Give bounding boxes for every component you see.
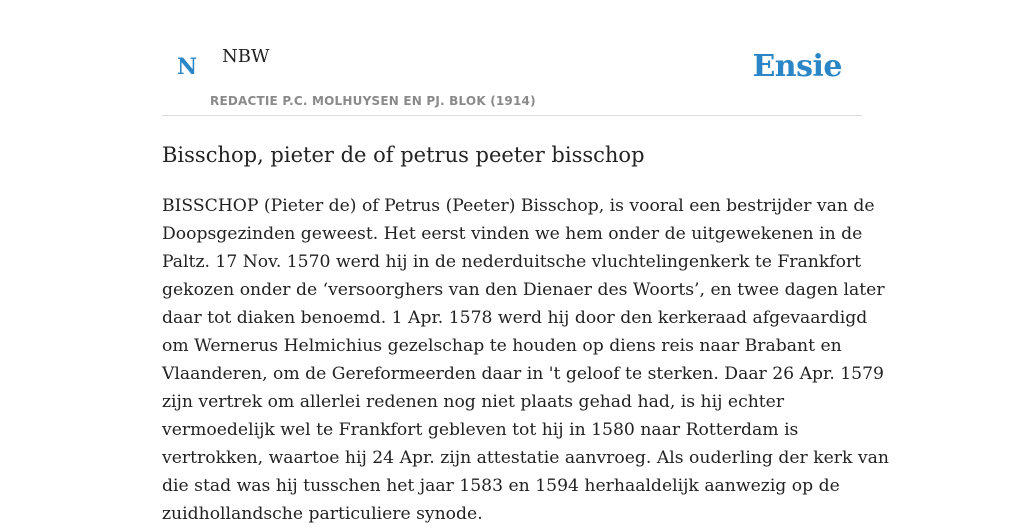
source-title[interactable]: NBW xyxy=(222,46,270,67)
body-line: Paltz. 17 Nov. 1570 werd hij in de nederduitsche vluchtelingenkerk te Frankfort xyxy=(162,252,862,272)
body-line: Vlaanderen, om de Gereformeerden daar in 't geloof te sterken. Daar 26 Apr. 1579 xyxy=(162,364,884,384)
body-line: zijn vertrek om allerlei redenen nog niet plaats gehad had, is hij echter xyxy=(162,392,785,412)
brand-logo[interactable]: Ensie xyxy=(752,49,842,84)
body-line: vertrokken, waartoe hij 24 Apr. zijn attestatie aanvroeg. Als ouderling der kerk van xyxy=(162,448,889,468)
body-line: Doopsgezinden geweest. Het eerst vinden we hem onder de uitgewekenen in de xyxy=(162,224,863,244)
body-line: daar tot diaken benoemd. 1 Apr. 1578 werd hij door den kerkeraad afgevaardigd xyxy=(162,308,868,328)
body-line: vermoedelijk wel te Frankfort gebleven tot hij in 1580 naar Rotterdam is xyxy=(162,420,799,440)
body-line: die stad was hij tusschen het jaar 1583 en 1594 herhaaldelijk aanwezig op de xyxy=(162,476,840,496)
body-line: BISSCHOP (Pieter de) of Petrus (Peeter) Bisschop, is vooral een bestrijder van de xyxy=(162,196,875,216)
article-title: Bisschop, pieter de of petrus peeter bisschop xyxy=(162,143,645,167)
source-editors: REDACTIE P.C. MOLHUYSEN EN PJ. BLOK (1914) xyxy=(210,94,536,108)
article-body xyxy=(162,192,889,528)
body-line: om Wernerus Helmichius gezelschap te houden op diens reis naar Brabant en xyxy=(162,336,842,356)
body-line: zuidhollandsche particuliere synode. xyxy=(162,504,483,524)
body-line: gekozen onder de ‘versoorghers van den Dienaer des Woorts’, en twee dagen later xyxy=(162,280,885,300)
header xyxy=(162,0,862,116)
source-logo[interactable]: N xyxy=(177,54,198,80)
